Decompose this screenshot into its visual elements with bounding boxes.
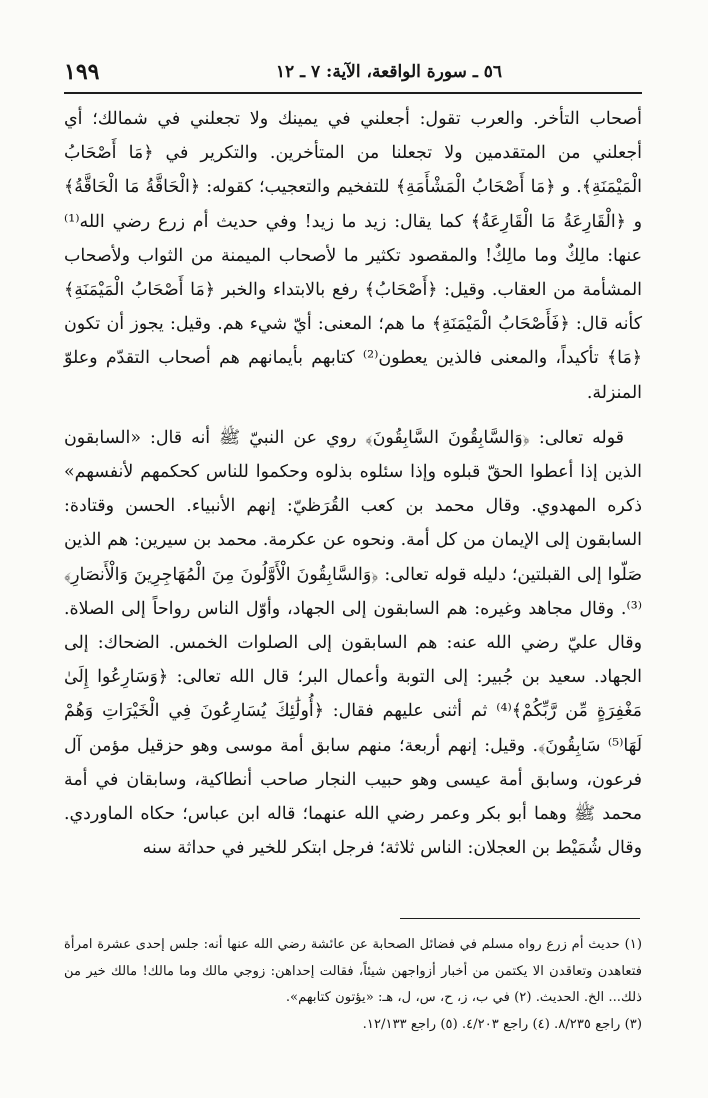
footnote-rule [400,918,640,919]
main-text [64,102,642,865]
paragraph: قوله تعالى: ﴿وَالسَّابِقُونَ السَّابِقُونَ﴾ روي عن النبيّ ﷺ أنه قال: «السابقون الذين إذا أعطوا الحقّ قبلوه وإذا سئلوه بذلوه وحكموا للناس كحكمهم لأنفسهم» ذكره المهدوي. وقال محمد بن كعب القُرَظيّ: إنهم الأنبياء. الحسن وقتادة: السابقون إلى الإيمان من كل أمة. ونحوه عن عكرمة. محمد بن سيرين: هم الذين صَلّوا إلى القبلتين؛ دليله قوله تعالى: ﴿وَالسَّابِقُونَ الْأَوَّلُونَ مِنَ الْمُهَاجِرِينَ وَالْأَنصَارِ﴾⁽³⁾. وقال مجاهد وغيره: هم السابقون إلى الجهاد، وأوّل الناس رواحاً إلى الصلاة. وقال عليّ رضي الله عنه: هم السابقون إلى الصلوات الخمس. الضحاك: إلى الجهاد. سعيد بن جُبير: إلى التوبة وأعمال البر؛ قال الله تعالى: ﴿وَسَارِعُوا إِلَىٰ مَغْفِرَةٍ مِّن رَّبِّكُمْ﴾⁽⁴⁾ ثم أثنى عليهم فقال: ﴿أُولَٰئِكَ يُسَارِعُونَ فِي الْخَيْرَاتِ وَهُمْ لَهَا⁽⁵⁾ سَابِقُونَ﴾. وقيل: إنهم أربعة؛ منهم سابق أمة موسى وهو حزقيل مؤمن آل فرعون، وسابق أمة عيسى وهو حبيب النجار صاحب أنطاكية، وسابقان في أمة محمد ﷺ وهما أبو بكر وعمر رضي الله عنهما؛ قاله ابن عباس؛ حكاه الماوردي. وقال شُمَيْط بن العجلان: الناس ثلاثة؛ فرجل ابتكر للخير في حداثة سنه [64,427,642,859]
footnotes [64,932,642,1038]
paragraph: أصحاب التأخر. والعرب تقول: أجعلني في يمينك ولا تجعلني في شمالك؛ أي أجعلني من المتقدمين ولا تجعلنا من المتأخرين. والتكرير في ﴿مَا أَصْحَابُ الْمَيْمَنَةِ﴾. و ﴿مَا أَصْحَابُ الْمَشْأَمَةِ﴾ للتفخيم والتعجيب؛ كقوله: ﴿الْحَاقَّةُ مَا الْحَاقَّةُ﴾ و ﴿الْقَارِعَةُ مَا الْقَارِعَةُ﴾ كما يقال: زيد ما زيد! وفي حديث أم زرع رضي الله⁽¹⁾ عنها: مالِكٌ وما مالِكٌ! والمقصود تكثير ما لأصحاب الميمنة من الثواب ولأصحاب المشأمة من العقاب. وقيل: ﴿أَصْحَابُ﴾ رفع بالابتداء والخبر ﴿مَا أَصْحَابُ الْمَيْمَنَةِ﴾ كأنه قال: ﴿فَأَصْحَابُ الْمَيْمَنَةِ﴾ ما هم؛ المعنى: أيّ شيء هم. وقيل: يجوز أن تكون ﴿مَا﴾ تأكيداً، والمعنى فالذين يعطون⁽²⁾ كتابهم بأيمانهم هم أصحاب التقدّم وعلوّ المنزلة. [64,109,642,403]
header-rule [64,92,642,94]
footnote: (٣) راجع ٨/٢٣٥. (٤) راجع ٤/٢٠٣. (٥) راجع ١٢/١٣٣. [362,1016,642,1032]
running-title: ٥٦ ـ سورة الواقعة، الآية: ٧ ـ ١٢ [275,62,502,82]
page-header [64,58,642,86]
footnote: (١) حديث أم زرع رواه مسلم في فضائل الصحابة عن عائشة رضي الله عنها أنه: جلس إحدى عشرة امرأة فتعاهدن وتعاقدن الا يكتمن من أخبار أزواجهن شيئاً، فقالت إحداهن: زوجي مالك وما مالك! مالك خير من ذلك... الخ. الحديث. (٢) في ب، ز، ح، س، ل، هـ: «يؤتون كتابهم». [64,937,642,1005]
page-number: ١٩٩ [64,59,100,85]
